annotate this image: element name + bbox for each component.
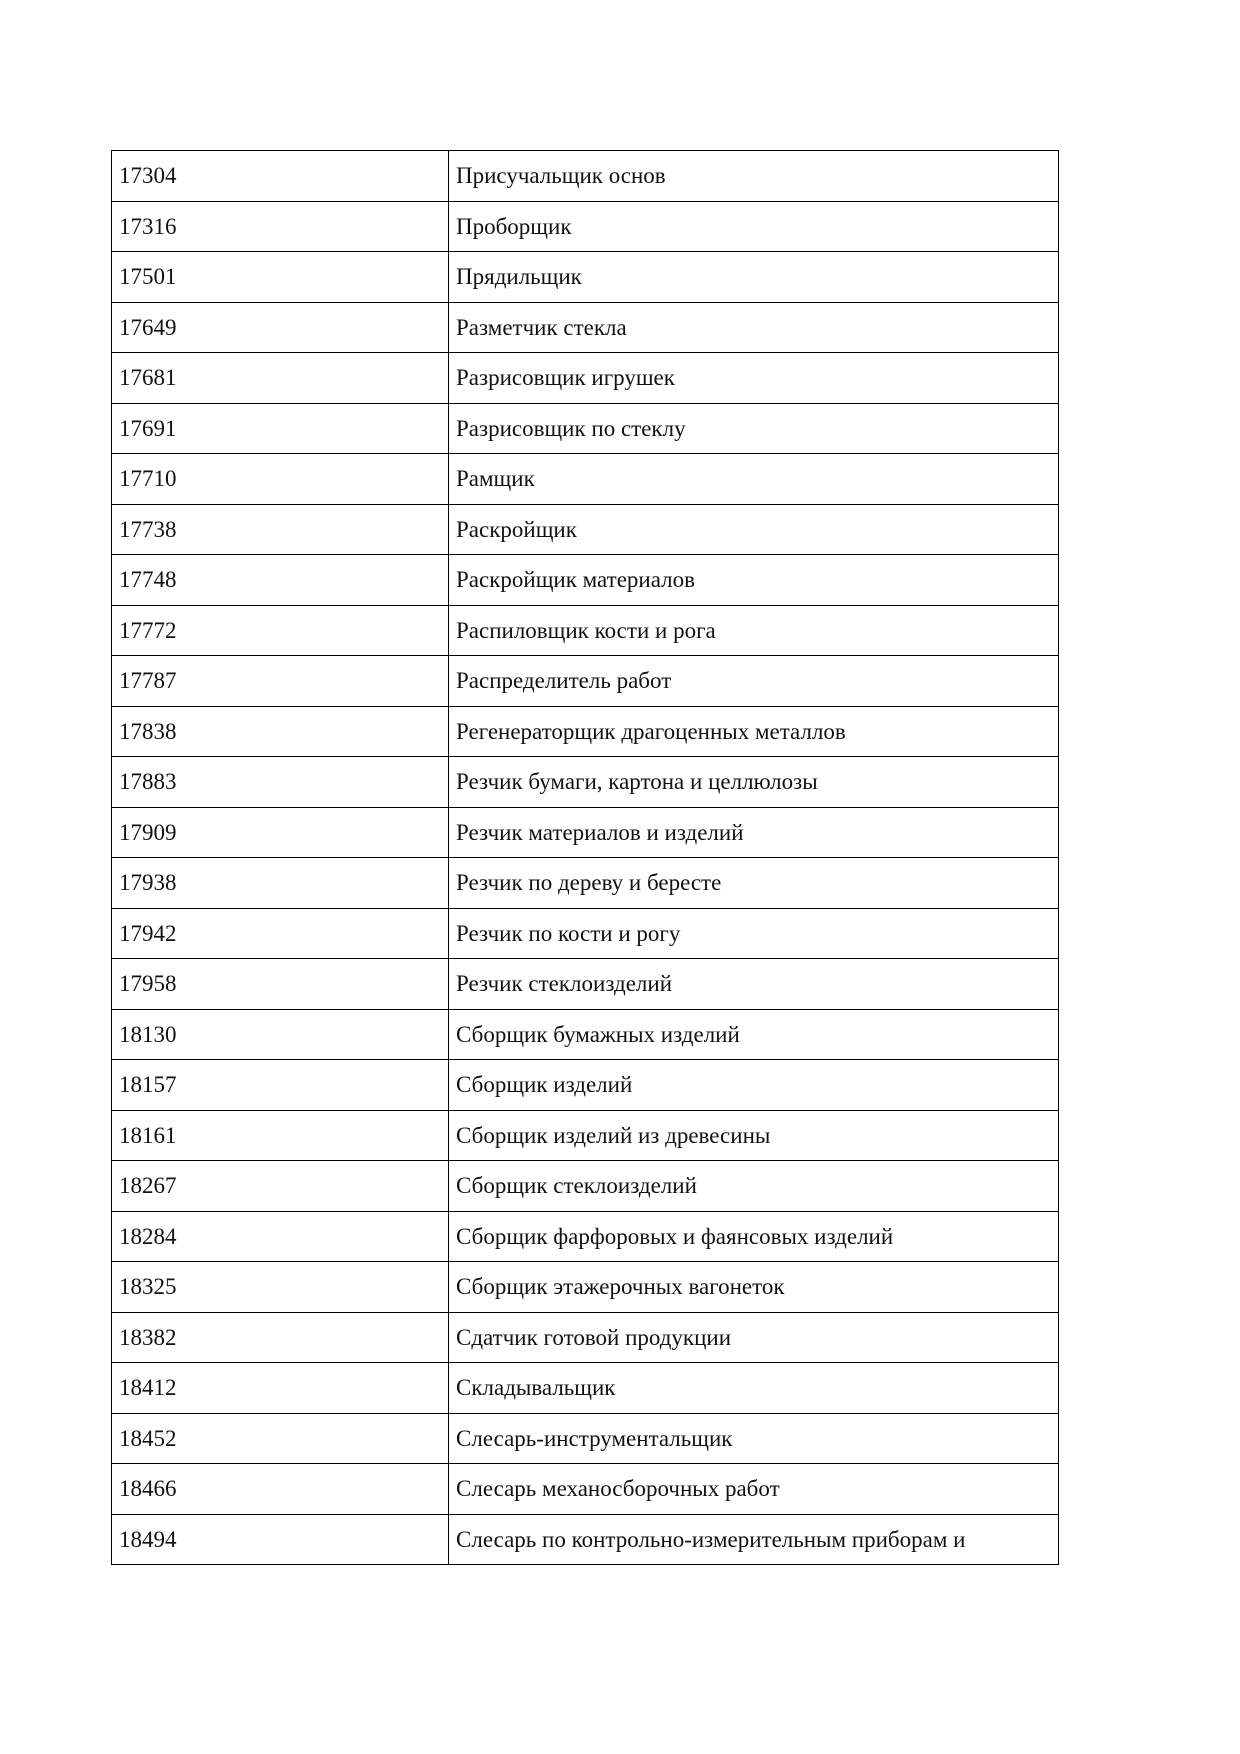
profession-name-cell: Резчик бумаги, картона и целлюлозы (449, 757, 1059, 808)
profession-code-cell: 17748 (112, 555, 449, 606)
profession-codes-table (111, 150, 1059, 1565)
profession-code-cell: 17938 (112, 858, 449, 909)
table-row (112, 605, 1059, 656)
table-row (112, 504, 1059, 555)
profession-name-cell: Распределитель работ (449, 656, 1059, 707)
profession-code-cell: 18284 (112, 1211, 449, 1262)
profession-name-cell: Присучальщик основ (449, 151, 1059, 202)
table-row (112, 454, 1059, 505)
table-row (112, 858, 1059, 909)
table-row (112, 1110, 1059, 1161)
table-row (112, 1464, 1059, 1515)
profession-name-cell: Прядильщик (449, 252, 1059, 303)
profession-code-cell: 17883 (112, 757, 449, 808)
table-row (112, 1262, 1059, 1313)
table-row (112, 555, 1059, 606)
profession-name-cell: Рамщик (449, 454, 1059, 505)
profession-code-cell: 18267 (112, 1161, 449, 1212)
profession-code-cell: 17909 (112, 807, 449, 858)
table-row (112, 757, 1059, 808)
profession-name-cell: Сборщик фарфоровых и фаянсовых изделий (449, 1211, 1059, 1262)
profession-code-cell: 17649 (112, 302, 449, 353)
table-row (112, 1363, 1059, 1414)
profession-code-cell: 17691 (112, 403, 449, 454)
table-row (112, 1514, 1059, 1565)
table-row (112, 1161, 1059, 1212)
profession-code-cell: 17681 (112, 353, 449, 404)
profession-name-cell: Раскройщик (449, 504, 1059, 555)
profession-name-cell: Сборщик этажерочных вагонеток (449, 1262, 1059, 1313)
profession-code-cell: 17838 (112, 706, 449, 757)
profession-code-cell: 17738 (112, 504, 449, 555)
table-row (112, 252, 1059, 303)
profession-name-cell: Сдатчик готовой продукции (449, 1312, 1059, 1363)
table-row (112, 807, 1059, 858)
profession-name-cell: Слесарь по контрольно-измерительным приборам и (449, 1514, 1059, 1565)
profession-code-cell: 17772 (112, 605, 449, 656)
profession-name-cell: Сборщик изделий (449, 1060, 1059, 1111)
table-row (112, 1211, 1059, 1262)
profession-name-cell: Распиловщик кости и рога (449, 605, 1059, 656)
table-row (112, 1312, 1059, 1363)
profession-name-cell: Раскройщик материалов (449, 555, 1059, 606)
profession-name-cell: Разрисовщик игрушек (449, 353, 1059, 404)
profession-code-cell: 18466 (112, 1464, 449, 1515)
profession-name-cell: Слесарь механосборочных работ (449, 1464, 1059, 1515)
profession-code-cell: 18161 (112, 1110, 449, 1161)
profession-name-cell: Слесарь-инструментальщик (449, 1413, 1059, 1464)
table-row (112, 656, 1059, 707)
table-row (112, 403, 1059, 454)
profession-code-cell: 18412 (112, 1363, 449, 1414)
profession-name-cell: Регенераторщик драгоценных металлов (449, 706, 1059, 757)
profession-code-cell: 18494 (112, 1514, 449, 1565)
table-row (112, 1009, 1059, 1060)
profession-code-cell: 17501 (112, 252, 449, 303)
profession-code-cell: 18130 (112, 1009, 449, 1060)
profession-name-cell: Складывальщик (449, 1363, 1059, 1414)
profession-code-cell: 17316 (112, 201, 449, 252)
profession-code-cell: 18325 (112, 1262, 449, 1313)
table-row (112, 1413, 1059, 1464)
profession-name-cell: Резчик материалов и изделий (449, 807, 1059, 858)
table-row (112, 959, 1059, 1010)
profession-code-cell: 18157 (112, 1060, 449, 1111)
table-row (112, 706, 1059, 757)
table-row (112, 151, 1059, 202)
table-row (112, 908, 1059, 959)
table-row (112, 302, 1059, 353)
profession-name-cell: Разметчик стекла (449, 302, 1059, 353)
table-row (112, 201, 1059, 252)
profession-code-cell: 17304 (112, 151, 449, 202)
table-body (112, 151, 1059, 1565)
profession-name-cell: Резчик по кости и рогу (449, 908, 1059, 959)
profession-code-cell: 17710 (112, 454, 449, 505)
profession-name-cell: Резчик стеклоизделий (449, 959, 1059, 1010)
profession-name-cell: Сборщик стеклоизделий (449, 1161, 1059, 1212)
profession-code-cell: 18382 (112, 1312, 449, 1363)
profession-code-cell: 17958 (112, 959, 449, 1010)
profession-name-cell: Сборщик бумажных изделий (449, 1009, 1059, 1060)
profession-name-cell: Сборщик изделий из древесины (449, 1110, 1059, 1161)
table-row (112, 353, 1059, 404)
profession-code-cell: 17942 (112, 908, 449, 959)
profession-name-cell: Резчик по дереву и бересте (449, 858, 1059, 909)
profession-code-cell: 18452 (112, 1413, 449, 1464)
profession-name-cell: Разрисовщик по стеклу (449, 403, 1059, 454)
profession-name-cell: Проборщик (449, 201, 1059, 252)
table-row (112, 1060, 1059, 1111)
profession-code-cell: 17787 (112, 656, 449, 707)
